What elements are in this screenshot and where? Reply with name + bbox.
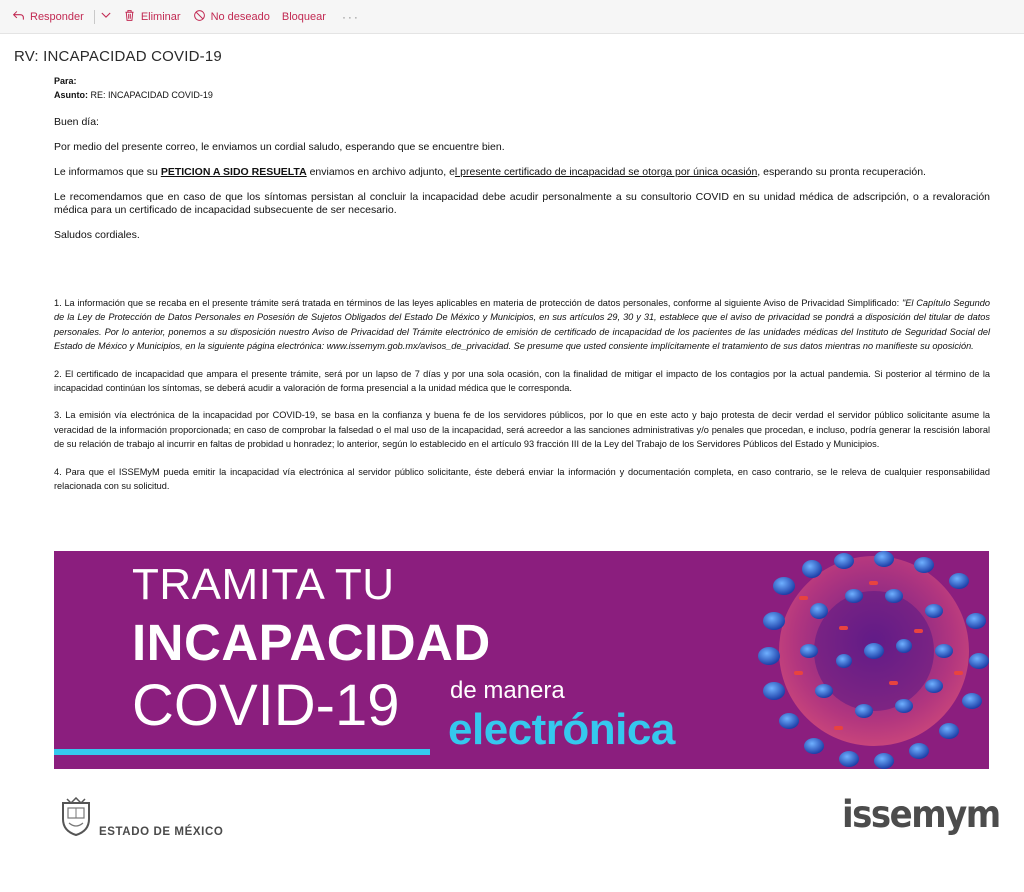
banner-line-1: TRAMITA TU — [132, 560, 395, 609]
note-4: 4. Para que el ISSEMyM pueda emitir la incapacidad vía electrónica al servidor público solicitante, éste deberá enviar la información y documentación completa, en caso contrario, se le releva de cualquier responsabilidad relacionada con su solicitud. — [54, 466, 990, 492]
virus-illustration — [744, 551, 989, 769]
paragraph-1: Por medio del presente correo, le enviamos un cordial saludo, esperando que se encuentre bien. — [54, 141, 505, 153]
note-1-text: 1. La información que se recaba en el presente trámite será tratada en términos de las leyes aplicables en materia de protección de datos personales, conforme al siguiente Aviso de Privacidad Simplificado: — [54, 298, 902, 308]
resolved-notice: PETICION A SIDO RESUELTA — [160, 166, 307, 178]
note-2: 2. El certificado de incapacidad que ampara el presente trámite, será por un lapso de 7 días y por una sola ocasión, con la finalidad de mitigar el impacto de los contagios por la actual pandemia. Si posterior al término de la incapacidad continúan los síntomas, se deberá acudir a valoración de forma presencial a la unidad médica que le corresponda. — [54, 368, 990, 394]
email-body — [54, 74, 990, 242]
email-subject-title: RV: INCAPACIDAD COVID-19 — [14, 48, 222, 65]
delete-label: Eliminar — [140, 10, 181, 23]
banner-line-2: INCAPACIDAD — [132, 614, 491, 671]
reply-button[interactable] — [12, 9, 84, 25]
more-options-button[interactable]: ··· — [341, 9, 360, 24]
issemym-logo — [842, 795, 1000, 835]
junk-label: No deseado — [210, 10, 270, 23]
to-label: Para: — [54, 76, 77, 86]
paragraph-3: Le recomendamos que en caso de que los síntomas persistan al concluir la incapacidad debe acudir personalmente a su consultorio COVID en su unidad médica de adscripción, o a revaloración médica para un certificado de incapacidad subsecuente de ser necesario. — [54, 191, 990, 216]
banner-line-4: de manera — [450, 677, 565, 704]
issemym-logo-text: issemym — [842, 793, 1000, 837]
coat-of-arms-icon — [59, 797, 93, 842]
paragraph-2-text-a: Le informamos que su — [54, 166, 161, 178]
block-label: Bloquear — [281, 10, 326, 23]
greeting: Buen día: — [54, 116, 99, 128]
banner-line-5: electrónica — [448, 705, 675, 754]
subject-row — [54, 88, 990, 102]
single-occasion-notice: l presente certificado de incapacidad se otorga por única ocasión — [454, 166, 758, 178]
junk-button[interactable] — [193, 9, 270, 25]
reply-label: Responder — [30, 10, 84, 23]
to-row — [54, 74, 990, 88]
paragraph-2-text-e: , esperando su pronta recuperación. — [757, 166, 926, 178]
chevron-down-icon[interactable] — [101, 11, 111, 22]
note-3: 3. La emisión vía electrónica de la incapacidad por COVID-19, se basa en la confianza y buena fe de los servidores públicos, por lo que en este acto y bajo protesta de decir verdad el servidor público solicitante asume la veracidad de la información proporcionada; en caso de comprobar la falsedad o el mal uso de la incapacidad, será acreedor a las sanciones administrativas y/o penales que procedan, e incluso, podría generar la rescisión laboral de su relación de trabajo al incurrir en faltas de probidad u honradez; lo anterior, según lo establecido en el artículo 93 fracción III de la Ley del Trabajo de los Servidores Públicos del Estado y Municipios. — [54, 410, 990, 450]
trash-icon — [123, 9, 136, 25]
reply-icon — [12, 9, 25, 25]
toolbar-divider — [94, 10, 95, 24]
banner-line-3: COVID-19 — [132, 673, 400, 738]
delete-button[interactable] — [123, 9, 181, 25]
subject-label: Asunto: — [54, 90, 88, 100]
block-button[interactable] — [282, 11, 326, 23]
subject-value: RE: INCAPACIDAD COVID-19 — [90, 90, 213, 100]
state-label: ESTADO DE MÉXICO — [99, 825, 224, 838]
promo-banner — [54, 551, 989, 769]
paragraph-2-text-c: enviamos en archivo adjunto, e — [306, 166, 455, 178]
block-circle-icon — [193, 9, 206, 25]
mail-toolbar — [0, 0, 1024, 34]
closing: Saludos cordiales. — [54, 229, 140, 241]
paragraph-2 — [54, 166, 990, 179]
estado-de-mexico-logo — [59, 797, 223, 842]
banner-accent-line — [54, 749, 430, 755]
note-1-italic: "El Capítulo Segundo de la Ley de Protección de Datos Personales en Posesión de Sujetos Obligados del Estado De México y Municipios, en sus artículos 29, 30 y 31, establece que el aviso de privacidad se pondrá a disposición del titular de datos personales. Por lo anterior, ponemos a su disposición nuestro Aviso de Privacidad del Trámite electrónico de emisión de certificado de incapacidad de los pacientes de las unidades médicas del Instituto de Seguridad Social del Estado de México y Municipios, en la siguiente página electrónica: www.issemym.gob.mx/avisos_de_privacidad. Se presume que usted consiente implícitamente el tratamiento de sus datos mientras no manifieste su oposición. — [54, 298, 990, 352]
note-1 — [54, 296, 990, 354]
legal-notes — [54, 296, 990, 506]
